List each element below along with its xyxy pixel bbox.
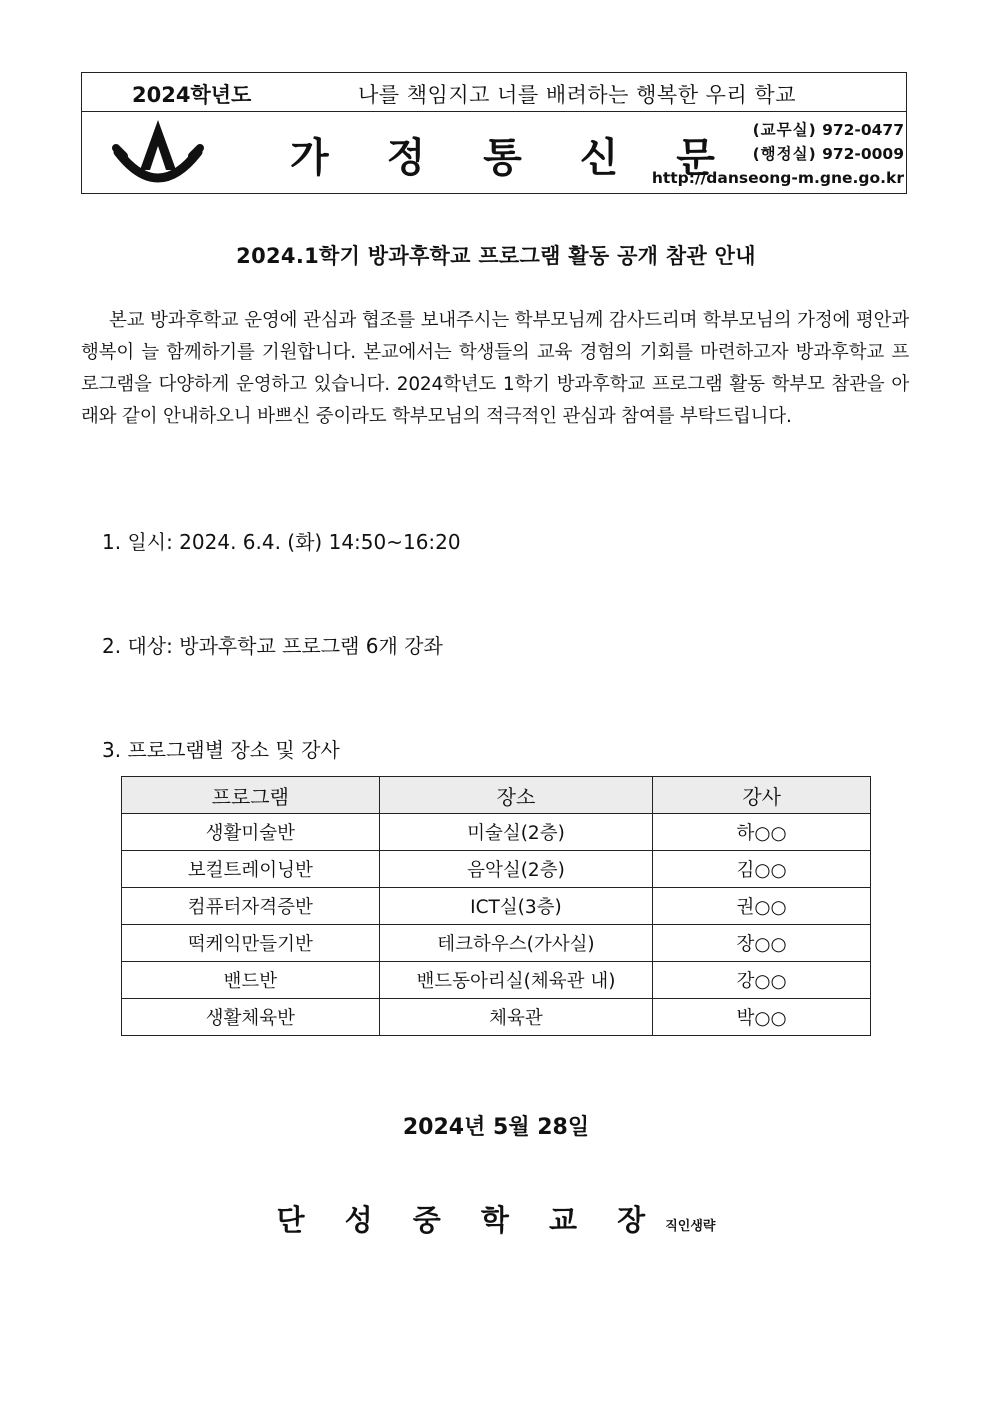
place-cell: ICT실(3층) bbox=[379, 888, 653, 925]
school-logo-icon bbox=[112, 118, 204, 188]
header-program: 프로그램 bbox=[122, 777, 380, 814]
table-row bbox=[122, 851, 871, 888]
principal-name: 단 성 중 학 교 장 bbox=[276, 1203, 661, 1237]
place-cell: 음악실(2층) bbox=[379, 851, 653, 888]
teacher-cell: 장○○ bbox=[653, 925, 871, 962]
school-motto: 나를 책임지고 너를 배려하는 행복한 우리 학교 bbox=[358, 83, 796, 107]
seal-omitted-note: 직인생략 bbox=[665, 1219, 716, 1234]
target-item: 2. 대상: 방과후학교 프로그램 6개 강좌 bbox=[102, 634, 443, 658]
school-year: 2024학년도 bbox=[132, 83, 252, 107]
header-top-row bbox=[82, 73, 906, 112]
place-cell: 미술실(2층) bbox=[379, 814, 653, 851]
teacher-cell: 하○○ bbox=[653, 814, 871, 851]
table-header-row bbox=[122, 777, 871, 814]
program-cell: 생활체육반 bbox=[122, 999, 380, 1036]
program-cell: 컴퓨터자격증반 bbox=[122, 888, 380, 925]
header-teacher: 강사 bbox=[653, 777, 871, 814]
table-row bbox=[122, 814, 871, 851]
issue-date: 2024년 5월 28일 bbox=[402, 1115, 590, 1140]
teacher-cell: 박○○ bbox=[653, 999, 871, 1036]
academic-office-phone: 972-0477 bbox=[822, 121, 904, 139]
header-place: 장소 bbox=[379, 777, 653, 814]
teacher-cell: 권○○ bbox=[653, 888, 871, 925]
contact-row-admin bbox=[652, 142, 904, 166]
academic-office-label: (교무실) bbox=[752, 121, 817, 139]
table-row bbox=[122, 962, 871, 999]
program-cell: 밴드반 bbox=[122, 962, 380, 999]
program-cell: 떡케익만들기반 bbox=[122, 925, 380, 962]
table-row bbox=[122, 925, 871, 962]
header-bottom-row bbox=[82, 112, 906, 194]
newsletter-header bbox=[81, 72, 907, 194]
contact-info bbox=[652, 118, 904, 190]
program-cell: 보컬트레이닝반 bbox=[122, 851, 380, 888]
places-item: 3. 프로그램별 장소 및 강사 bbox=[102, 738, 340, 762]
table-row bbox=[122, 888, 871, 925]
table-row bbox=[122, 999, 871, 1036]
teacher-cell: 강○○ bbox=[653, 962, 871, 999]
admin-office-phone: 972-0009 bbox=[822, 145, 904, 163]
program-table bbox=[121, 776, 871, 1036]
intro-paragraph: 본교 방과후학교 운영에 관심과 협조를 보내주시는 학부모님께 감사드리며 학부모님의 가정에 평안과 행복이 늘 함께하기를 기원합니다. 본교에서는 학생들의 교육 경험의 기회를 마련하고자 방과후학교 프로그램을 다양하게 운영하고 있습니다. 2024학년도 1학기 방과후학교 프로그램 활동 학부모 참관을 아래와 같이 안내하오니 바쁘신 중이라도 학부모님의 적극적인 관심과 참여를 부탁드립니다. bbox=[81, 310, 909, 427]
schedule-item: 1. 일시: 2024. 6.4. (화) 14:50~16:20 bbox=[102, 530, 461, 554]
teacher-cell: 김○○ bbox=[653, 851, 871, 888]
signature-block bbox=[0, 1198, 992, 1239]
school-website-link[interactable]: http://danseong-m.gne.go.kr bbox=[651, 169, 904, 187]
document-title: 2024.1학기 방과후학교 프로그램 활동 공개 참관 안내 bbox=[236, 244, 756, 268]
contact-row-academic bbox=[652, 118, 904, 142]
program-cell: 생활미술반 bbox=[122, 814, 380, 851]
place-cell: 체육관 bbox=[379, 999, 653, 1036]
admin-office-label: (행정실) bbox=[752, 145, 817, 163]
place-cell: 밴드동아리실(체육관 내) bbox=[379, 962, 653, 999]
place-cell: 테크하우스(가사실) bbox=[379, 925, 653, 962]
masthead-title: 가 정 통 신 문 bbox=[290, 135, 737, 181]
